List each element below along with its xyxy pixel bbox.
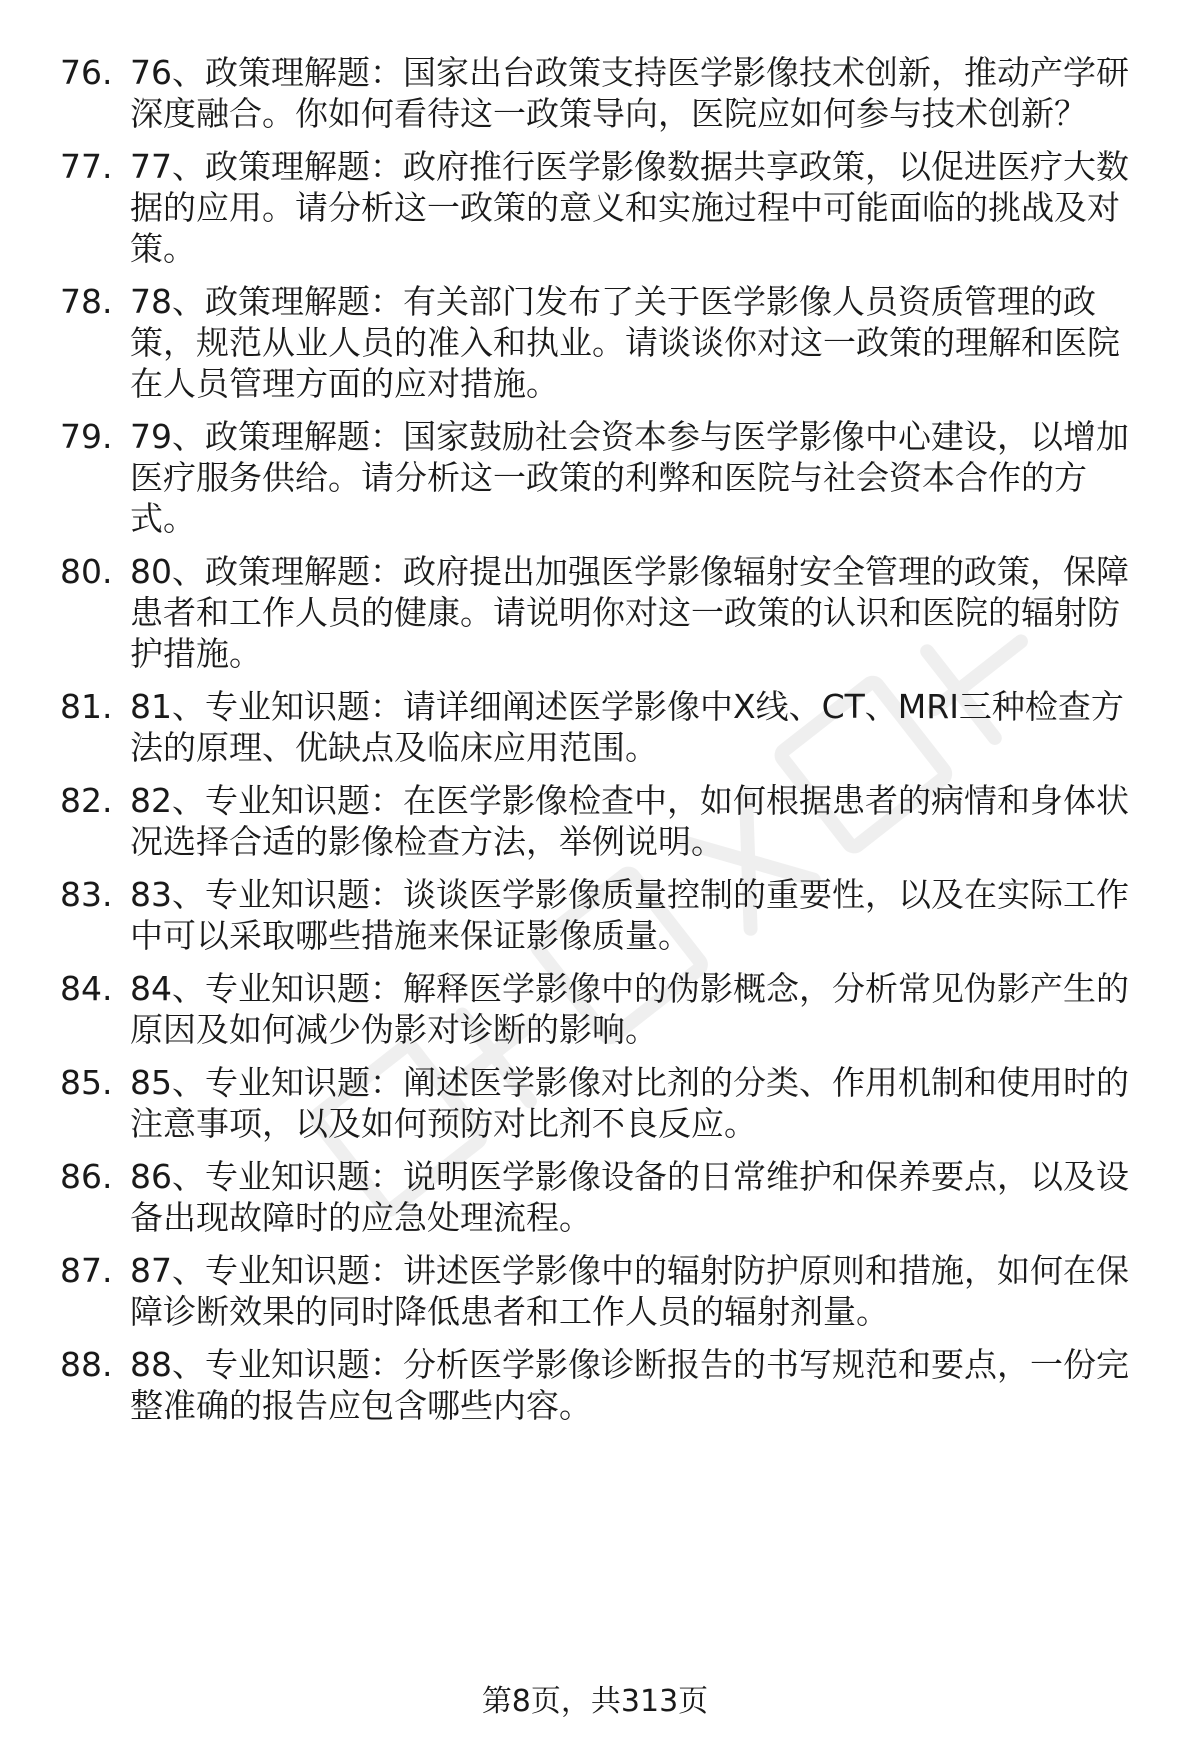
question-item [60, 416, 1160, 539]
question-item [60, 968, 1160, 1050]
question-text: 79、政策理解题：国家鼓励社会资本参与医学影像中心建设，以增加医疗服务供给。请分析这一政策的利弊和医院与社会资本合作的方式。 [130, 417, 1129, 538]
question-text: 85、专业知识题：阐述医学影像对比剂的分类、作用机制和使用时的注意事项，以及如何预防对比剂不良反应。 [130, 1063, 1129, 1143]
question-text: 76、政策理解题：国家出台政策支持医学影像技术创新，推动产学研深度融合。你如何看待这一政策导向，医院应如何参与技术创新？ [130, 53, 1129, 133]
question-number: 85. [60, 1063, 113, 1102]
question-text: 81、专业知识题：请详细阐述医学影像中X线、CT、MRI三种检查方法的原理、优缺点及临床应用范围。 [130, 687, 1124, 767]
question-text: 88、专业知识题：分析医学影像诊断报告的书写规范和要点，一份完整准确的报告应包含哪些内容。 [130, 1345, 1129, 1425]
question-number: 78. [60, 282, 113, 321]
question-number: 84. [60, 969, 113, 1008]
question-item [60, 52, 1160, 134]
question-text: 78、政策理解题：有关部门发布了关于医学影像人员资质管理的政策，规范从业人员的准入和执业。请谈谈你对这一政策的理解和医院在人员管理方面的应对措施。 [130, 282, 1120, 403]
question-text: 80、政策理解题：政府提出加强医学影像辐射安全管理的政策，保障患者和工作人员的健康。请说明你对这一政策的认识和医院的辐射防护措施。 [130, 552, 1129, 673]
question-text: 87、专业知识题：讲述医学影像中的辐射防护原则和措施，如何在保障诊断效果的同时降低患者和工作人员的辐射剂量。 [130, 1251, 1129, 1331]
question-number: 79. [60, 417, 113, 456]
question-item [60, 1250, 1160, 1332]
question-number: 77. [60, 147, 113, 186]
question-number: 80. [60, 552, 113, 591]
question-item [60, 146, 1160, 269]
question-number: 87. [60, 1251, 113, 1290]
question-item [60, 780, 1160, 862]
question-text: 77、政策理解题：政府推行医学影像数据共享政策，以促进医疗大数据的应用。请分析这一政策的意义和实施过程中可能面临的挑战及对策。 [130, 147, 1129, 268]
question-item [60, 551, 1160, 674]
question-item [60, 874, 1160, 956]
question-text: 82、专业知识题：在医学影像检查中，如何根据患者的病情和身体状况选择合适的影像检查方法，举例说明。 [130, 781, 1129, 861]
question-item [60, 1062, 1160, 1144]
question-number: 88. [60, 1345, 113, 1384]
question-text: 86、专业知识题：说明医学影像设备的日常维护和保养要点，以及设备出现故障时的应急处理流程。 [130, 1157, 1129, 1237]
page-footer: 第8页，共313页 [481, 1684, 709, 1719]
question-list [60, 52, 1160, 1438]
question-item [60, 281, 1160, 404]
question-item [60, 686, 1160, 768]
question-number: 82. [60, 781, 113, 820]
question-text: 83、专业知识题：谈谈医学影像质量控制的重要性，以及在实际工作中可以采取哪些措施来保证影像质量。 [130, 875, 1129, 955]
question-number: 86. [60, 1157, 113, 1196]
question-item [60, 1344, 1160, 1426]
question-item [60, 1156, 1160, 1238]
question-number: 81. [60, 687, 113, 726]
question-number: 76. [60, 53, 113, 92]
question-number: 83. [60, 875, 113, 914]
question-text: 84、专业知识题：解释医学影像中的伪影概念，分析常见伪影产生的原因及如何减少伪影对诊断的影响。 [130, 969, 1129, 1049]
